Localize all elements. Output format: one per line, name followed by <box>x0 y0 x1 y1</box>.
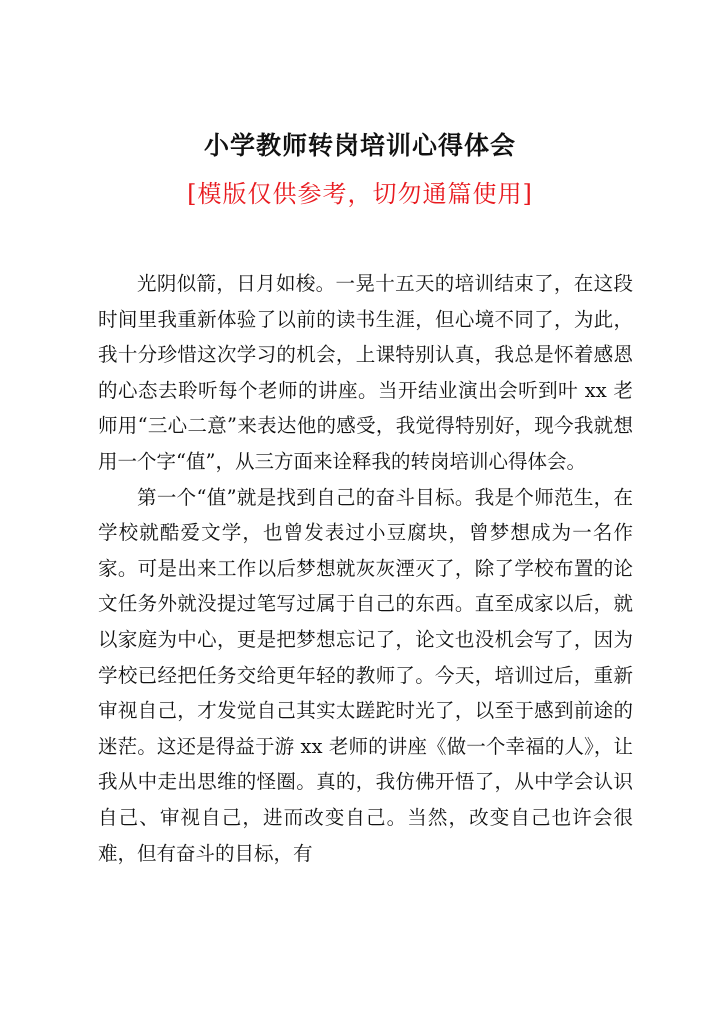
paragraph-2: 第一个“值”就是找到自己的奋斗目标。我是个师范生，在学校就酷爱文学，也曾发表过小豆腐块，曾梦想成为一名作家。可是出来工作以后梦想就灰灰湮灭了，除了学校布置的论文任务外就没提过笔写过属于自己的东西。直至成家以后，就以家庭为中心，更是把梦想忘记了，论文也没机会写了，因为学校已经把任务交给更年轻的教师了。今天，培训过后，重新审视自己，才发觉自己其实太蹉跎时光了，以至于感到前途的迷茫。这还是得益于游 xx 老师的讲座《做一个幸福的人》，让我从中走出思维的怪圈。真的，我仿佛开悟了，从中学会认识自己、审视自己，进而改变自己。当然，改变自己也许会很难，但有奋斗的目标，有 <box>98 485 633 865</box>
document-body <box>98 266 633 871</box>
paragraph-1: 光阴似箭，日月如梭。一晃十五天的培训结束了，在这段时间里我重新体验了以前的读书生涯，但心境不同了，为此，我十分珍惜这次学习的机会，上课特别认真，我总是怀着感恩的心态去聆听每个老师的讲座。当开结业演出会听到叶 xx 老师用“三心二意”来表达他的感受，我觉得特别好，现今我就想用一个字“值”，从三方面来诠释我的转岗培训心得体会。 <box>98 272 633 473</box>
page-title: 小学教师转岗培训心得体会 <box>203 131 516 160</box>
template-notice-subtitle: [模版仅供参考，切勿通篇使用] <box>187 180 533 208</box>
